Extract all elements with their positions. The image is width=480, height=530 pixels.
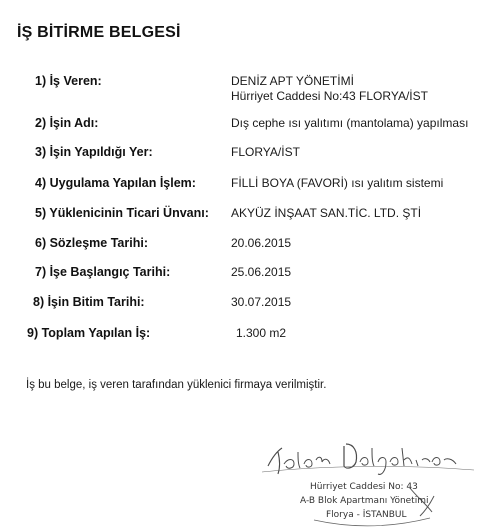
employer-address: Hürriyet Caddesi No:43 FLORYA/İST [231, 89, 428, 103]
item-label-4: 4) Uygulama Yapılan İşlem: [35, 176, 196, 190]
item-label-2: 2) İşin Adı: [35, 116, 99, 130]
item-label-1: 1) İş Veren: [35, 74, 102, 88]
stamp-line-1: Hürriyet Caddesi No: 43 [310, 482, 418, 492]
signature-stamp-area [260, 430, 475, 530]
item-value-8: 30.07.2015 [231, 295, 292, 309]
item-value-1 [231, 74, 428, 103]
item-label-3: 3) İşin Yapıldığı Yer: [35, 145, 153, 159]
item-value-4: FİLLİ BOYA (FAVORİ) ısı yalıtım sistemi [231, 176, 444, 190]
item-value-2: Dış cephe ısı yalıtımı (mantolama) yapılması [231, 116, 469, 130]
item-value-9: 1.300 m2 [236, 326, 287, 340]
item-label-6: 6) Sözleşme Tarihi: [35, 236, 148, 250]
item-value-6: 20.06.2015 [231, 236, 292, 250]
item-label-8: 8) İşin Bitim Tarihi: [33, 295, 145, 309]
item-row-8 [0, 295, 480, 325]
item-row-7 [0, 265, 480, 295]
item-row-9 [0, 326, 480, 356]
document-title: İŞ BİTİRME BELGESİ [17, 24, 181, 41]
item-row-3 [0, 145, 480, 175]
item-value-3: FLORYA/İST [231, 145, 300, 159]
stamp-line-2: A-B Blok Apartmanı Yönetimi [300, 496, 429, 506]
item-row-1 [0, 74, 480, 104]
stamp-line-3: Florya - İSTANBUL [326, 510, 407, 520]
item-row-4 [0, 176, 480, 206]
item-label-7: 7) İşe Başlangıç Tarihi: [35, 265, 171, 279]
employer-name: DENİZ APT YÖNETİMİ [231, 74, 354, 88]
item-row-2 [0, 116, 480, 146]
item-value-5: AKYÜZ İNŞAAT SAN.TİC. LTD. ŞTİ [231, 206, 422, 220]
item-label-9: 9) Toplam Yapılan İş: [27, 326, 151, 340]
item-row-6 [0, 236, 480, 266]
item-row-5 [0, 206, 480, 236]
item-label-5: 5) Yüklenicinin Ticari Ünvanı: [35, 206, 209, 220]
footer-statement: İş bu belge, iş veren tarafından yüklenici firmaya verilmiştir. [26, 379, 327, 391]
item-value-7: 25.06.2015 [231, 265, 292, 279]
